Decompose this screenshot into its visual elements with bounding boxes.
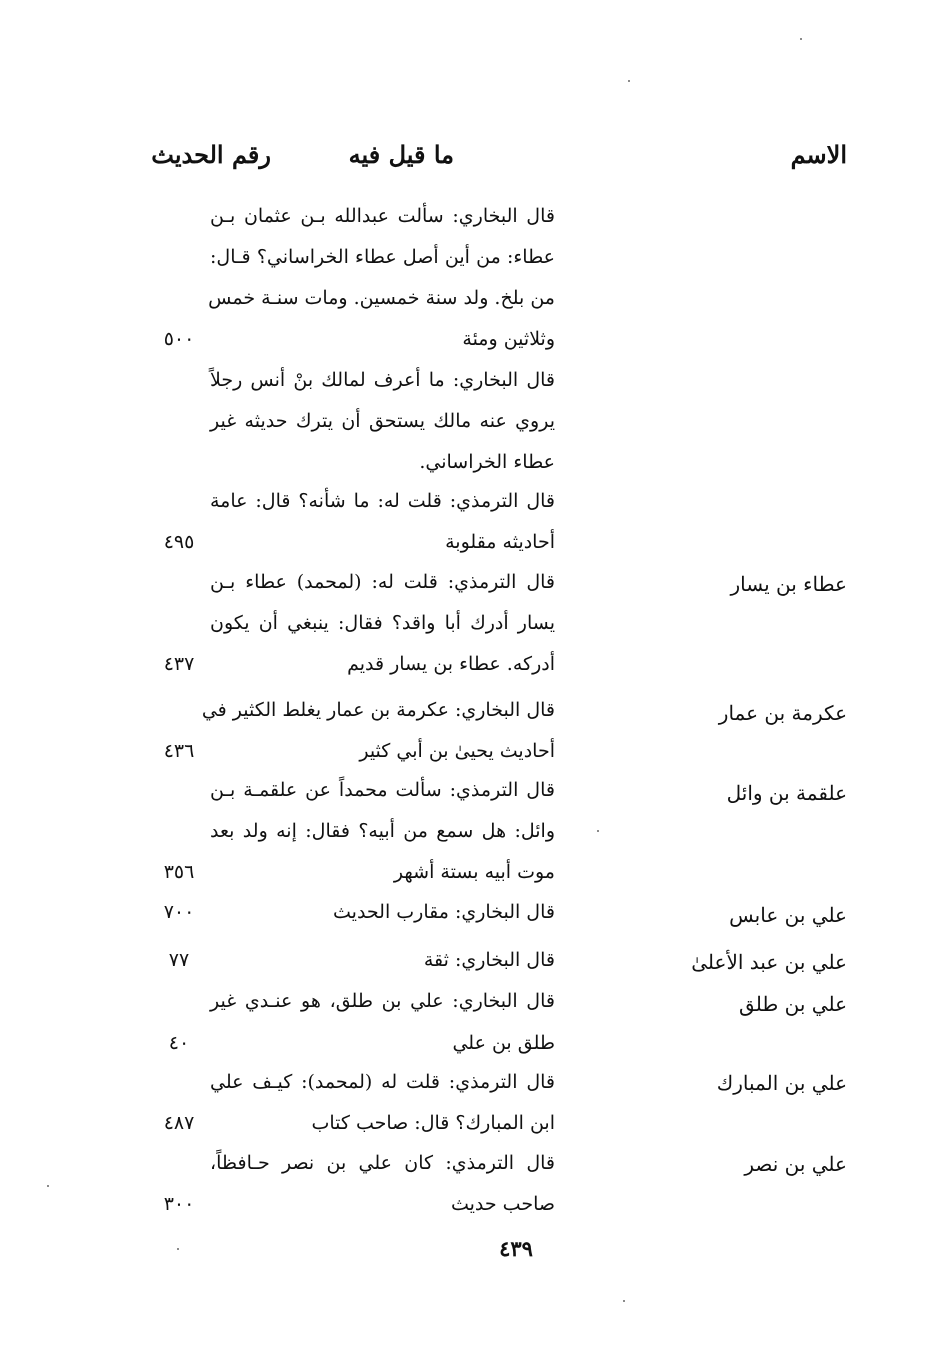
entry-line: موت أبيه بستة أشهر (393, 861, 555, 883)
narrator-name: علي بن عابس (729, 903, 847, 927)
scan-speck (47, 1185, 49, 1187)
entry-line: قال البخاري: علي بن طلق، هو عنـدي غير (210, 990, 555, 1012)
entry-line: قال الترمذي: كان علي بن نصر حـافظاً، (210, 1152, 555, 1174)
entry-line: طلق بن علي (452, 1032, 555, 1054)
column-header-said: ما قيل فيه (348, 140, 454, 169)
column-header-name: الاسم (790, 140, 847, 169)
entry-line: يروي عنه مالك يستحق أن يترك حديثه غير (210, 410, 555, 432)
narrator-name: علي بن طلق (739, 992, 847, 1016)
hadith-number: ٣٠٠ (163, 1193, 195, 1215)
entry-line: من بلخ. ولد سنة خمسين. ومات سنـة خمس (208, 287, 555, 309)
entry-line: أحاديث يحيىٰ بن أبي كثير (359, 740, 555, 762)
scan-speck (623, 1300, 625, 1302)
hadith-number: ٤٩٥ (163, 531, 195, 553)
hadith-number: ٤٣٧ (163, 653, 195, 675)
entry-line: أدركه. عطاء بن يسار قديم (347, 653, 555, 675)
entry-line: وثلاثين ومئة (462, 328, 555, 350)
entry-line: وائل: هل سمع من أبيه؟ فقال: إنه ولد بعد (210, 820, 555, 842)
entry-line: قال البخاري: مقارب الحديث (333, 901, 555, 923)
scan-speck (628, 80, 630, 82)
entry-line: عطاء الخراساني. (419, 451, 555, 473)
narrator-name: علي بن المبارك (716, 1071, 847, 1095)
hadith-number: ٤٨٧ (163, 1112, 195, 1134)
hadith-number: ٣٥٦ (163, 861, 195, 883)
hadith-number: ٧٠٠ (163, 901, 195, 923)
entry-line: صاحب حديث (450, 1193, 555, 1215)
scan-speck (597, 830, 599, 832)
narrator-name: علقمة بن وائل (726, 781, 847, 805)
narrator-name: عطاء بن يسار (730, 572, 847, 596)
narrator-name: عكرمة بن عمار (718, 701, 847, 725)
hadith-number: ٧٧ (168, 949, 190, 971)
entry-line: قال الترمذي: قلت له: (لمحمد) عطاء بـن (210, 571, 555, 593)
entry-line: قال البخاري: سألت عبدالله بـن عثمان بـن (210, 205, 555, 227)
entry-line: عطاء: من أين أصل عطاء الخراساني؟ قـال: (210, 246, 555, 268)
entry-line: قال البخاري: ما أعرف لمالك بنْ أنس رجلاً (210, 369, 555, 391)
page-number: ٤٣٩ (499, 1236, 533, 1261)
narrator-name: علي بن نصر (744, 1152, 847, 1176)
entry-line: أحاديثه مقلوبة (445, 531, 555, 553)
entry-line: يسار أدرك أبا واقد؟ فقال: ينبغي أن يكون (210, 612, 555, 634)
entry-line: قال البخاري: ثقة (423, 949, 555, 971)
entry-line: قال الترمذي: قلت له: ما شأنه؟ قال: عامة (210, 490, 555, 512)
column-header-number: رقم الحديث (151, 140, 271, 169)
narrator-name: علي بن عبد الأعلىٰ (691, 950, 847, 974)
entry-line: ابن المبارك؟ قال: صاحب كتاب (311, 1112, 555, 1134)
entry-line: قال الترمذي: سألت محمداً عن علقمـة بـن (210, 779, 555, 801)
entry-line: قال البخاري: عكرمة بن عمار يغلط الكثير في (201, 699, 555, 721)
entry-line: قال الترمذي: قلت له (لمحمد): كيـف علي (210, 1071, 555, 1093)
scan-speck (800, 38, 802, 40)
hadith-number: ٥٠٠ (163, 328, 195, 350)
hadith-number: ٤٣٦ (163, 740, 195, 762)
scan-speck (177, 1248, 179, 1250)
hadith-number: ٤٠ (168, 1032, 190, 1054)
